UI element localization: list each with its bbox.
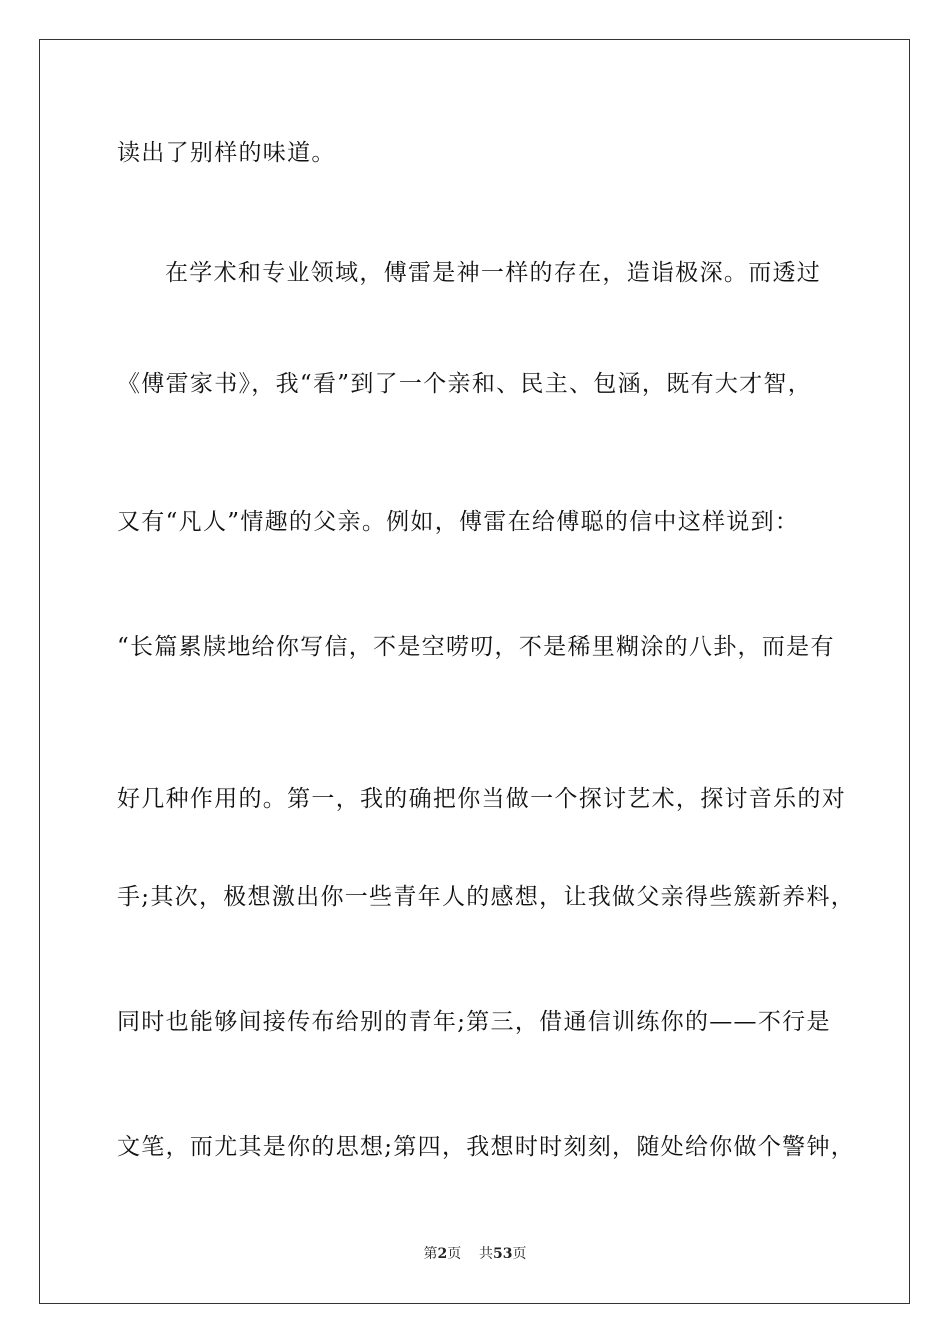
text-line-1: 读出了别样的味道。 — [117, 140, 336, 166]
text-line-5: “长篇累牍地给你写信，不是空唠叨，不是稀里糊涂的八卦，而是有 — [117, 634, 835, 660]
total-prefix: 共 — [479, 1246, 494, 1262]
page-number: 2 — [437, 1246, 448, 1262]
text-line-2: 在学术和专业领域，傅雷是神一样的存在，造诣极深。而透过 — [165, 260, 822, 286]
text-line-4: 又有“凡人”情趣的父亲。例如，傅雷在给傅聪的信中这样说到： — [117, 509, 800, 535]
page-suffix: 页 — [447, 1246, 462, 1262]
page-prefix: 第 — [423, 1246, 438, 1262]
total-suffix: 页 — [512, 1246, 527, 1262]
text-line-8: 同时也能够间接传布给别的青年;第三，借通信训练你的——不行是 — [117, 1009, 831, 1035]
text-line-6: 好几种作用的。第一，我的确把你当做一个探讨艺术，探讨音乐的对 — [117, 786, 846, 812]
text-line-7: 手;其次，极想激出你一些青年人的感想，让我做父亲得些簇新养料， — [117, 884, 856, 910]
page-border — [39, 39, 910, 1304]
text-line-9: 文笔，而尤其是你的思想;第四，我想时时刻刻，随处给你做个警钟， — [117, 1134, 856, 1160]
page-footer — [0, 1245, 950, 1263]
total-pages: 53 — [493, 1246, 513, 1262]
text-line-3: 《傅雷家书》，我“看”到了一个亲和、民主、包涵，既有大才智， — [117, 371, 813, 397]
